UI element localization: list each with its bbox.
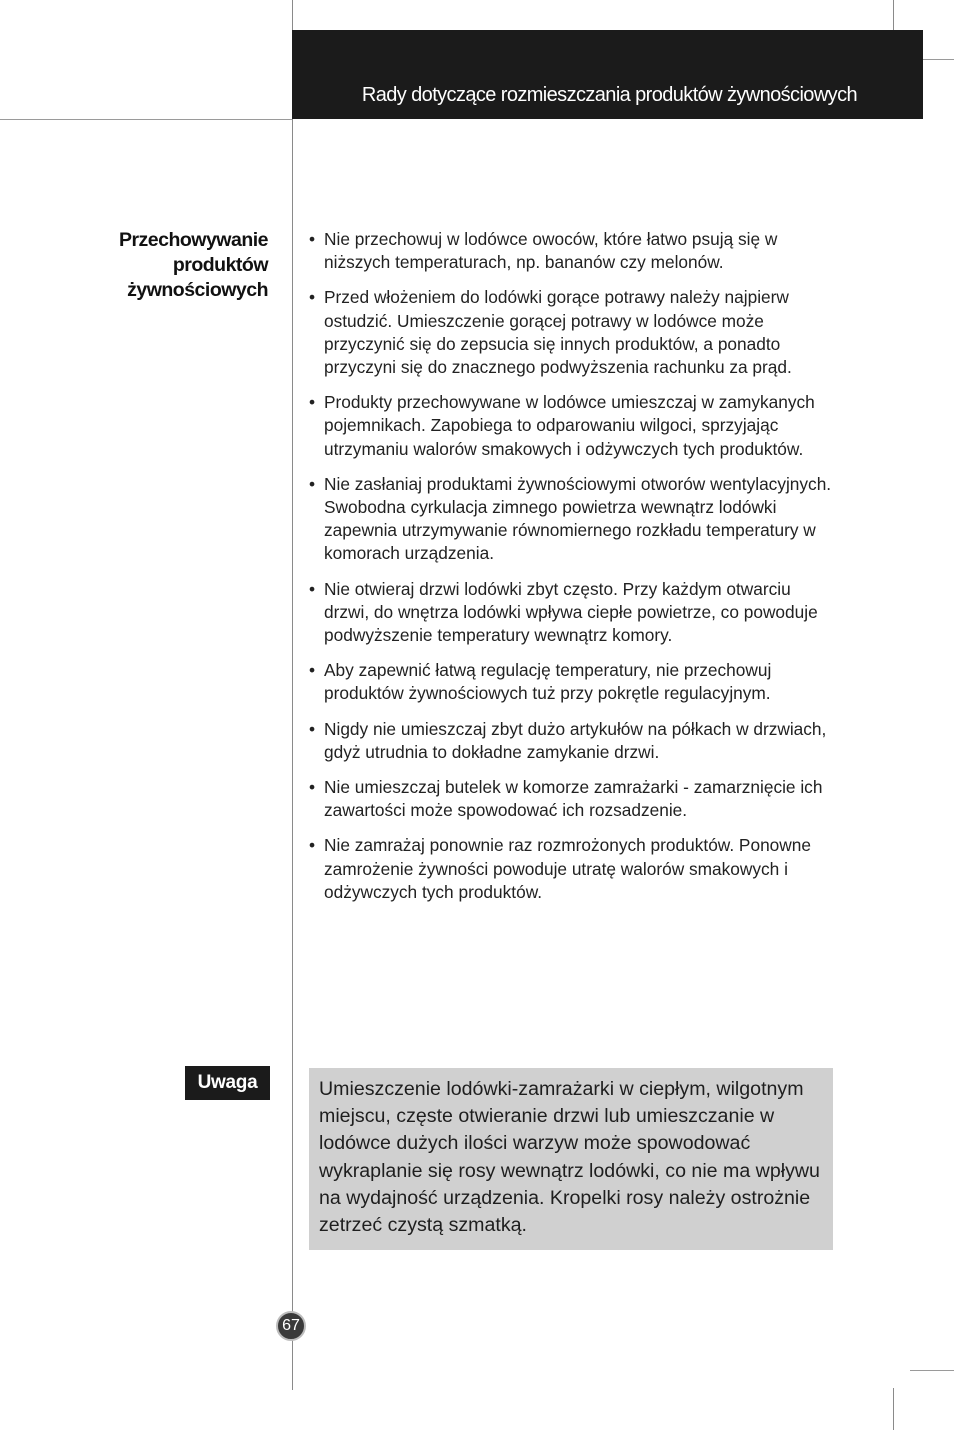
crop-mark-bottom-right-horizontal: [910, 1370, 954, 1371]
column-divider-line: [292, 0, 293, 1390]
list-item: • Aby zapewnić łatwą regulację temperatury, nie przechowuj produktów żywnościowych tuż przy pokrętle regulacyjnym.: [309, 659, 834, 705]
left-margin-rule: [0, 119, 292, 120]
section-heading-line: produktów: [172, 254, 268, 276]
list-item: • Nie zamrażaj ponownie raz rozmrożonych produktów. Ponowne zamrożenie żywności powoduje utratę walorów smakowych i odżywczych tych produktów.: [309, 834, 834, 904]
section-heading-line: Przechowywanie: [118, 229, 268, 251]
list-item: • Nie zasłaniaj produktami żywnościowymi otworów wentylacyjnych. Swobodna cyrkulacja zimnego powietrza wewnątrz lodówki zapewnia utrzymywanie równomiernego rozkładu temperatury w komorach urządzenia.: [309, 473, 834, 566]
note-box: [309, 1068, 833, 1250]
page-number-badge: 67: [276, 1311, 306, 1341]
crop-mark-top-right-horizontal: [923, 59, 954, 60]
list-item: • Nigdy nie umieszczaj zbyt dużo artykułów na półkach w drzwiach, gdyż utrudnia to dokładne zamykanie drzwi.: [309, 718, 834, 764]
crop-mark-top-right-vertical: [893, 0, 894, 30]
section-heading-line: żywnościowych: [127, 279, 268, 301]
list-item: • Nie przechowuj w lodówce owoców, które łatwo psują się w niższych temperaturach, np. bananów czy melonów.: [309, 228, 834, 274]
tips-list: [309, 228, 834, 916]
note-label: Uwaga: [185, 1066, 270, 1100]
page-title: Rady dotyczące rozmieszczania produktów żywnościowych: [361, 84, 857, 106]
crop-mark-bottom-right-vertical: [893, 1388, 894, 1430]
section-heading: [48, 228, 268, 303]
header-bar: [292, 30, 923, 119]
list-item: • Nie otwieraj drzwi lodówki zbyt często. Przy każdym otwarciu drzwi, do wnętrza lodówki wpływa ciepłe powietrze, co powoduje podwyższenie temperatury wewnątrz komory.: [309, 578, 834, 648]
list-item: • Przed włożeniem do lodówki gorące potrawy należy najpierw ostudzić. Umieszczenie gorącej potrawy w lodówce może przyczynić się do zepsucia się innych produktów, a ponadto przyczyni się do znacznego podwyższenia rachunku za prąd.: [309, 286, 834, 379]
list-item: • Nie umieszczaj butelek w komorze zamrażarki - zamarznięcie ich zawartości może spowodować ich rozsadzenie.: [309, 776, 834, 822]
note-text: Umieszczenie lodówki-zamrażarki w ciepłym, wilgotnym miejscu, częste otwieranie drzwi lub umieszczanie w lodówce dużych ilości warzyw może spowodować wykraplanie się rosy wewnątrz lodówki, co nie ma wpływu na wydajność urządzenia. Kropelki rosy należy ostrożnie zetrzeć czystą szmatką.: [319, 1078, 820, 1237]
list-item: • Produkty przechowywane w lodówce umieszczaj w zamykanych pojemnikach. Zapobiega to odparowaniu wilgoci, sprzyjając utrzymaniu walorów smakowych i odżywczych tych produktów.: [309, 391, 834, 461]
